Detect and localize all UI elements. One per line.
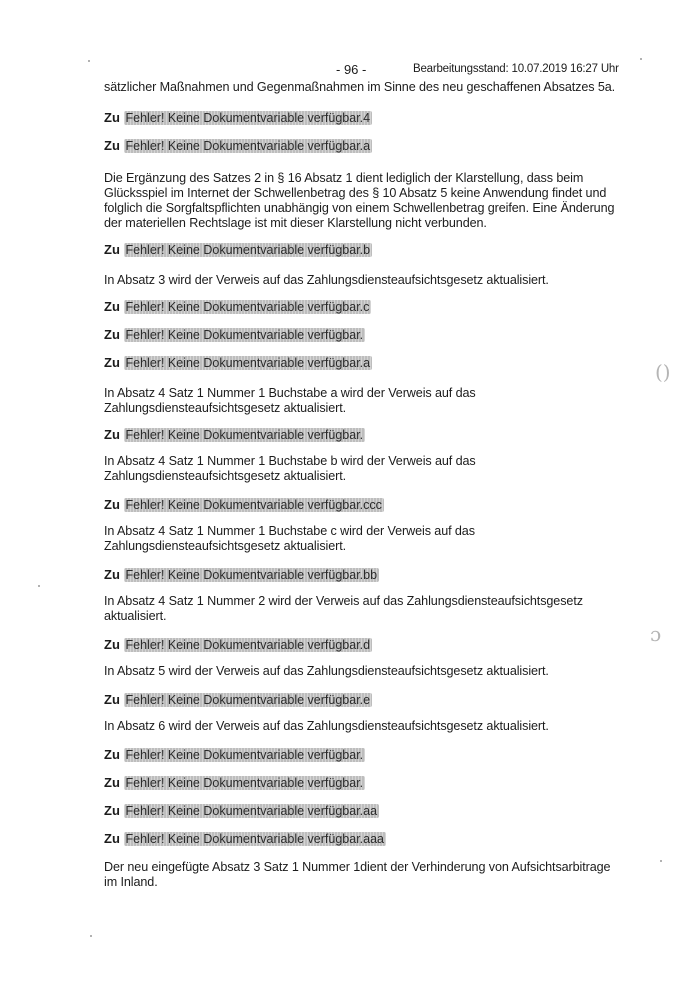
- section-heading: [104, 802, 624, 820]
- body-paragraph: In Absatz 6 wird der Verweis auf das Zahlungsdiensteaufsichtsgesetz aktualisiert.: [104, 719, 549, 733]
- document-variable-error: Fehler! Keine Dokumentvariable verfügbar.c: [125, 300, 370, 314]
- document-variable-error: Fehler! Keine Dokumentvariable verfügbar.a: [125, 139, 371, 153]
- heading-prefix: Zu: [104, 831, 120, 846]
- document-variable-error: Fehler! Keine Dokumentvariable verfügbar.aa: [125, 804, 378, 818]
- document-variable-error: Fehler! Keine Dokumentvariable verfügbar.4: [125, 111, 371, 125]
- section-heading: [104, 691, 624, 709]
- scan-artifact: ɔ: [650, 622, 662, 646]
- page-number: - 96 -: [336, 62, 367, 77]
- heading-prefix: Zu: [104, 299, 120, 314]
- document-variable-error: Fehler! Keine Dokumentvariable verfügbar.a: [125, 356, 371, 370]
- section-heading: [104, 326, 624, 344]
- body-paragraph: In Absatz 4 Satz 1 Nummer 2 wird der Verweis auf das Zahlungsdiensteaufsichtsgesetz aktualisiert.: [104, 594, 583, 623]
- section-heading: [104, 137, 624, 155]
- body-paragraph: Die Ergänzung des Satzes 2 in § 16 Absatz 1 dient lediglich der Klarstellung, dass beim Glücksspiel im Internet der Schwellenbetrag des § 10 Absatz 5 keine Anwendung findet und folglich die Sorgfaltspflichten unabhängig von einem Schwellenbetrag greifen. Eine Änderung der materiellen Rechtslage ist mit dieser Klarstellung nicht verbunden.: [104, 171, 615, 230]
- spacer: [104, 734, 624, 746]
- body-paragraph: In Absatz 4 Satz 1 Nummer 1 Buchstabe b wird der Verweis auf das Zahlungsdiensteaufsichtsgesetz aktualisiert.: [104, 454, 476, 483]
- scan-speck: [640, 58, 642, 60]
- document-variable-error: Fehler! Keine Dokumentvariable verfügbar.: [125, 776, 364, 790]
- spacer: [104, 444, 624, 454]
- heading-prefix: Zu: [104, 242, 120, 257]
- heading-prefix: Zu: [104, 427, 120, 442]
- spacer: [104, 372, 624, 386]
- spacer: [104, 514, 624, 524]
- document-variable-error: Fehler! Keine Dokumentvariable verfügbar.b: [125, 243, 371, 257]
- body-paragraph: In Absatz 4 Satz 1 Nummer 1 Buchstabe c wird der Verweis auf das Zahlungsdiensteaufsichtsgesetz aktualisiert.: [104, 524, 475, 553]
- scan-speck: [90, 935, 92, 937]
- spacer: [104, 764, 624, 774]
- spacer: [104, 484, 624, 496]
- document-variable-error: Fehler! Keine Dokumentvariable verfügbar.: [125, 328, 364, 342]
- spacer: [104, 848, 624, 860]
- spacer: [104, 231, 624, 241]
- spacer: [104, 820, 624, 830]
- section-heading: [104, 830, 624, 848]
- document-variable-error: Fehler! Keine Dokumentvariable verfügbar.aaa: [125, 832, 384, 846]
- spacer: [104, 584, 624, 594]
- spacer: [104, 554, 624, 566]
- heading-prefix: Zu: [104, 747, 120, 762]
- spacer: [104, 127, 624, 137]
- section-heading: [104, 298, 624, 316]
- heading-prefix: Zu: [104, 497, 120, 512]
- document-variable-error: Fehler! Keine Dokumentvariable verfügbar.e: [125, 693, 371, 707]
- section-heading: [104, 496, 624, 514]
- spacer: [104, 416, 624, 426]
- spacer: [104, 344, 624, 354]
- heading-prefix: Zu: [104, 803, 120, 818]
- body-paragraph: sätzlicher Maßnahmen und Gegenmaßnahmen im Sinne des neu geschaffenen Absatzes 5a.: [104, 80, 616, 94]
- page-header: [0, 62, 700, 82]
- document-body: [104, 80, 624, 890]
- spacer: [104, 679, 624, 691]
- section-heading: [104, 241, 624, 259]
- scan-speck: [88, 60, 90, 62]
- section-heading: [104, 566, 624, 584]
- body-paragraph: In Absatz 3 wird der Verweis auf das Zahlungsdiensteaufsichtsgesetz aktualisiert.: [104, 273, 549, 287]
- scan-speck: [660, 860, 662, 862]
- spacer: [104, 259, 624, 273]
- editing-status: Bearbeitungsstand: 10.07.2019 16:27 Uhr: [413, 63, 619, 75]
- spacer: [104, 709, 624, 719]
- body-paragraph: In Absatz 5 wird der Verweis auf das Zahlungsdiensteaufsichtsgesetz aktualisiert.: [104, 664, 549, 678]
- section-heading: [104, 354, 624, 372]
- section-heading: [104, 109, 624, 127]
- body-paragraph: Der neu eingefügte Absatz 3 Satz 1 Nummer 1dient der Verhinderung von Aufsichtsarbitrage im Inland.: [104, 860, 611, 889]
- spacer: [104, 288, 624, 298]
- section-heading: [104, 426, 624, 444]
- heading-prefix: Zu: [104, 138, 120, 153]
- spacer: [104, 624, 624, 636]
- heading-prefix: Zu: [104, 355, 120, 370]
- spacer: [104, 654, 624, 664]
- document-variable-error: Fehler! Keine Dokumentvariable verfügbar.: [125, 428, 364, 442]
- document-variable-error: Fehler! Keine Dokumentvariable verfügbar.: [125, 748, 364, 762]
- spacer: [104, 792, 624, 802]
- section-heading: [104, 774, 624, 792]
- scan-artifact: (): [655, 360, 671, 384]
- scan-speck: [38, 585, 40, 587]
- spacer: [104, 155, 624, 171]
- heading-prefix: Zu: [104, 567, 120, 582]
- document-variable-error: Fehler! Keine Dokumentvariable verfügbar.d: [125, 638, 371, 652]
- heading-prefix: Zu: [104, 110, 120, 125]
- spacer: [104, 316, 624, 326]
- heading-prefix: Zu: [104, 692, 120, 707]
- section-heading: [104, 746, 624, 764]
- body-paragraph: In Absatz 4 Satz 1 Nummer 1 Buchstabe a wird der Verweis auf das Zahlungsdiensteaufsichtsgesetz aktualisiert.: [104, 386, 476, 415]
- heading-prefix: Zu: [104, 327, 120, 342]
- document-variable-error: Fehler! Keine Dokumentvariable verfügbar.bb: [125, 568, 378, 582]
- heading-prefix: Zu: [104, 637, 120, 652]
- spacer: [104, 95, 624, 109]
- heading-prefix: Zu: [104, 775, 120, 790]
- document-variable-error: Fehler! Keine Dokumentvariable verfügbar.ccc: [125, 498, 382, 512]
- section-heading: [104, 636, 624, 654]
